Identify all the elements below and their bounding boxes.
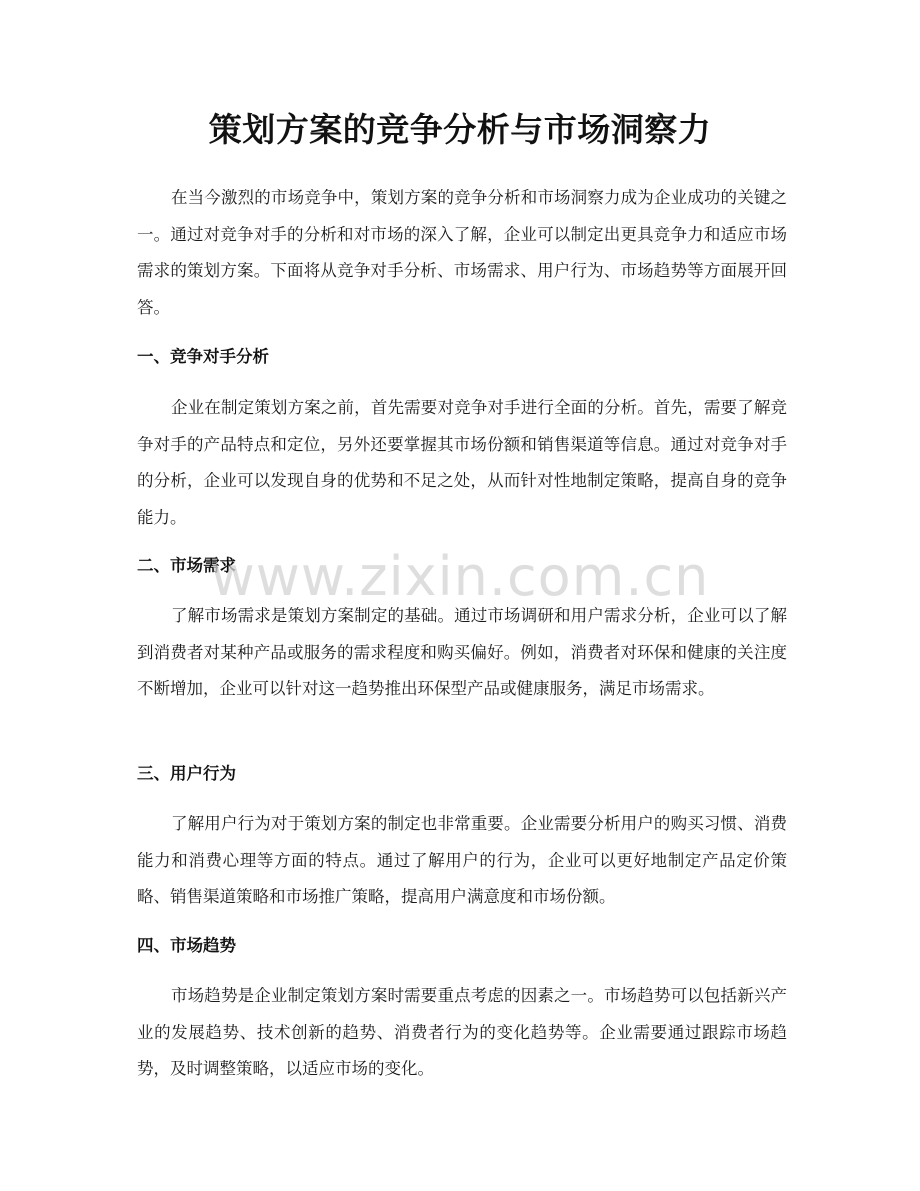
section-body-market-trend: 市场趋势是企业制定策划方案时需要重点考虑的因素之一。市场趋势可以包括新兴产业的发展趋势、技术创新的趋势、消费者行为的变化趋势等。企业需要通过跟踪市场趋势，及时调整策略，以适应市场的变化。 xyxy=(137,986,787,1078)
intro-paragraph: 在当今激烈的市场竞争中，策划方案的竞争分析和市场洞察力成为企业成功的关键之一。通过对竞争对手的分析和对市场的深入了解，企业可以制定出更具竞争力和适应市场需求的策划方案。下面将从竞争对手分析、市场需求、用户行为、市场趋势等方面展开回答。 xyxy=(137,188,787,317)
watermark: www.zixin.com.cn xyxy=(210,545,710,608)
section-body-competitor: 企业在制定策划方案之前，首先需要对竞争对手进行全面的分析。首先，需要了解竞争对手的产品特点和定位，另外还要掌握其市场份额和销售渠道等信息。通过对竞争对手的分析，企业可以发现自身的优势和不足之处，从而针对性地制定策略，提高自身的竞争能力。 xyxy=(137,398,787,527)
section-heading-user-behavior: 三、用户行为 xyxy=(137,764,236,783)
section-heading-market-trend: 四、市场趋势 xyxy=(137,936,236,955)
section-heading-competitor: 一、竞争对手分析 xyxy=(137,347,269,366)
document-title: 策划方案的竞争分析与市场洞察力 xyxy=(208,110,712,149)
section-body-user-behavior: 了解用户行为对于策划方案的制定也非常重要。企业需要分析用户的购买习惯、消费能力和消费心理等方面的特点。通过了解用户的行为，企业可以更好地制定产品定价策略、销售渠道策略和市场推广策略，提高用户满意度和市场份额。 xyxy=(137,814,787,906)
section-heading-market-demand: 二、市场需求 xyxy=(137,556,236,575)
section-body-market-demand: 了解市场需求是策划方案制定的基础。通过市场调研和用户需求分析，企业可以了解到消费者对某种产品或服务的需求程度和购买偏好。例如，消费者对环保和健康的关注度不断增加，企业可以针对这一趋势推出环保型产品或健康服务，满足市场需求。 xyxy=(137,606,787,698)
